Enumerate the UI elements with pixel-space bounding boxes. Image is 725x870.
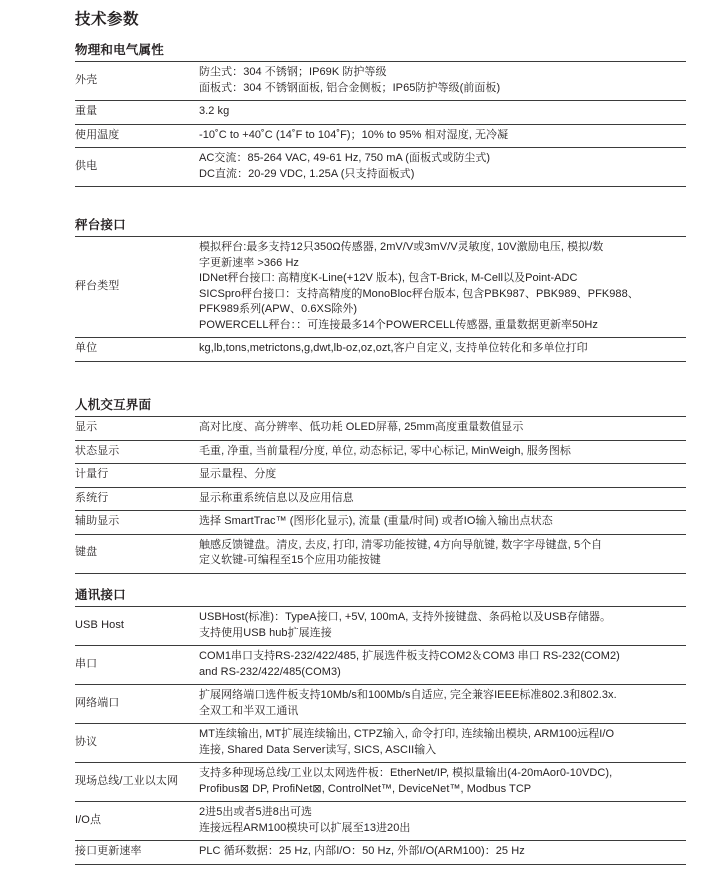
spec-label: 计量行	[75, 468, 109, 480]
table-row	[75, 417, 686, 441]
spec-value-line: 定义软键-可编程至15个应用功能按键	[199, 554, 381, 566]
spec-value-line: 显示量程、分度	[199, 468, 277, 480]
spec-value	[199, 607, 686, 646]
spec-label	[75, 763, 199, 802]
spec-value	[199, 487, 686, 511]
table-row	[75, 338, 686, 362]
table-row	[75, 511, 686, 535]
spec-value	[199, 417, 686, 441]
section-title: 人机交互界面	[75, 398, 152, 412]
spec-value-line: COM1串口支持RS-232/422/485, 扩展选件板支持COM2＆COM3 串口 RS-232(COM2)	[199, 650, 620, 662]
table-row	[75, 148, 686, 187]
spec-label: 供电	[75, 159, 98, 172]
spec-value	[199, 148, 686, 187]
spec-table	[75, 61, 686, 187]
section-hmi	[75, 395, 682, 574]
spec-label: 键盘	[75, 546, 98, 559]
spec-label: 接口更新速率	[75, 845, 142, 857]
spec-label: 单位	[75, 342, 98, 354]
section-title: 秤台接口	[75, 218, 126, 232]
spec-label: 系统行	[75, 491, 109, 504]
section-physical-electrical	[75, 40, 682, 187]
spec-value-line: 全双工和半双工通讯	[199, 704, 299, 717]
spec-value-line: 高对比度、高分辨率、低功耗 OLED屏幕, 25mm高度重量数值显示	[199, 421, 524, 433]
table-row	[75, 62, 686, 101]
spec-value-line: POWERCELL秤台：：可连接最多14个POWERCELL传感器, 重量数据更新率50Hz	[199, 318, 598, 331]
spec-label: 协议	[75, 735, 98, 748]
spec-value-line: Profibus⊠ DP, ProfiNet⊠, ControlNet™, DeviceNet™, Modbus TCP	[199, 782, 532, 795]
spec-label: 状态显示	[75, 444, 120, 457]
table-row	[75, 440, 686, 464]
table-row	[75, 487, 686, 511]
spec-value	[199, 802, 686, 841]
spec-label: USB Host	[75, 618, 125, 631]
spec-label: 外壳	[75, 73, 98, 86]
spec-value	[199, 440, 686, 464]
section-title: 物理和电气属性	[75, 43, 164, 57]
spec-value-line: MT连续输出, MT扩展连续输出, CTPZ输入, 命令打印, 连续输出模块, ARM100远程I/O	[199, 728, 615, 740]
spec-label: 辅助显示	[75, 515, 120, 527]
spec-value-line: 毛重, 净重, 当前量程/分度, 单位, 动态标记, 零中心标记, MinWeigh, 服务图标	[199, 444, 571, 457]
spec-value-line: 支持使用USB hub扩展连接	[199, 626, 332, 639]
table-row	[75, 724, 686, 763]
table-row	[75, 534, 686, 573]
spec-value	[199, 685, 686, 724]
table-row	[75, 124, 686, 148]
spec-value-line: kg,lb,tons,metrictons,g,dwt,lb-oz,oz,ozt,客户自定义, 支持单位转化和多单位打印	[199, 342, 588, 354]
table-row	[75, 646, 686, 685]
section-scale-interface	[75, 215, 682, 362]
spec-value	[199, 763, 686, 802]
table-row	[75, 763, 686, 802]
spec-label-line: 工业以太网	[122, 774, 179, 787]
spec-value-line: 字更新速率 >366 Hz	[199, 256, 299, 269]
spec-value-line: 显示称重系统信息以及应用信息	[199, 491, 354, 504]
spec-value	[199, 338, 686, 362]
table-row	[75, 464, 686, 488]
section-communication	[75, 585, 682, 865]
spec-value-line: AC交流：85-264 VAC, 49-61 Hz, 750 mA (面板式或防尘式)	[199, 152, 491, 164]
spec-value-line: 连接, Shared Data Server读写, SICS, ASCII输入	[199, 743, 437, 756]
spec-label: 秤台类型	[75, 279, 120, 292]
section-title: 通讯接口	[75, 588, 126, 602]
spec-label-line: 现场总线/	[75, 774, 123, 787]
spec-label: 重量	[75, 105, 98, 117]
spec-value-line: 模拟秤台:最多支持12只350Ω传感器, 2mV/V或3mV/V灵敏度, 10V激励电压, 模拟/数	[199, 241, 604, 253]
spec-table	[75, 416, 686, 574]
spec-value-line: PLC 循环数据：25 Hz, 内部I/O：50 Hz, 外部I/O(ARM100)：25 Hz	[199, 845, 525, 857]
spec-value-line: -10˚C to +40˚C (14˚F to 104˚F)；10% to 95% 相对湿度, 无冷凝	[199, 128, 509, 141]
spec-value-line: 防尘式：304 不锈钢；IP69K 防护等级	[199, 66, 387, 78]
spec-value-line: 2进5出或者5进8出可选	[199, 806, 313, 818]
spec-label: 使用温度	[75, 128, 120, 141]
spec-value-line: 连接远程ARM100模块可以扩展至13进20出	[199, 821, 411, 834]
table-row	[75, 101, 686, 125]
spec-value	[199, 511, 686, 535]
spec-value-line: 支持多种现场总线/工业以太网选件板：EtherNet/IP, 模拟量输出(4-20mAor0-10VDC),	[199, 767, 613, 779]
spec-value	[199, 62, 686, 101]
spec-label: I/O点	[75, 813, 102, 826]
spec-value	[199, 646, 686, 685]
spec-value	[199, 101, 686, 125]
table-row	[75, 802, 686, 841]
table-row	[75, 607, 686, 646]
spec-value-line: 3.2 kg	[199, 105, 230, 117]
table-row	[75, 685, 686, 724]
spec-label: 显示	[75, 421, 98, 433]
spec-value-line: 扩展网络端口选件板支持10Mb/s和100Mb/s自适应, 完全兼容IEEE标准802.3和802.3x.	[199, 689, 617, 701]
spec-value-line: USBHost(标准)：TypeA接口, +5V, 100mA, 支持外接键盘、条码枪以及USB存储器。	[199, 611, 612, 623]
spec-label: 网络端口	[75, 696, 120, 709]
spec-value	[199, 724, 686, 763]
spec-value-line: 选择 SmartTrac™ (图形化显示), 流量 (重量/时间) 或者IO输入输出点状态	[199, 515, 553, 527]
spec-value-line: and RS-232/422/485(COM3)	[199, 665, 341, 678]
spec-value-line: 面板式：304 不锈钢面板, 铝合金侧板；IP65防护等级(前面板)	[199, 81, 501, 94]
spec-value	[199, 237, 686, 338]
spec-value	[199, 841, 686, 865]
spec-value	[199, 464, 686, 488]
spec-table	[75, 236, 686, 362]
spec-value-line: PFK989系列(APW、0.6XS除外)	[199, 303, 358, 315]
spec-value	[199, 534, 686, 573]
page-title: 技术参数	[75, 11, 140, 28]
spec-label: 串口	[75, 657, 98, 670]
table-row	[75, 841, 686, 865]
spec-value-line: 触感反馈键盘。清皮, 去皮, 打印, 清零功能按键, 4方向导航键, 数字字母键盘, 5个自	[199, 538, 603, 551]
spec-table	[75, 606, 686, 865]
spec-value-line: IDNet秤台接口: 高精度K-Line(+12V 版本), 包含T-Brick, M-Cell以及Point-ADC	[199, 272, 578, 284]
spec-value-line: SICSpro秤台接口：支持高精度的MonoBloc秤台版本, 包含PBK987、PBK989、PFK988、	[199, 287, 639, 300]
spec-value-line: DC直流：20-29 VDC, 1.25A (只支持面板式)	[199, 167, 415, 180]
spec-value	[199, 124, 686, 148]
table-row	[75, 237, 686, 338]
